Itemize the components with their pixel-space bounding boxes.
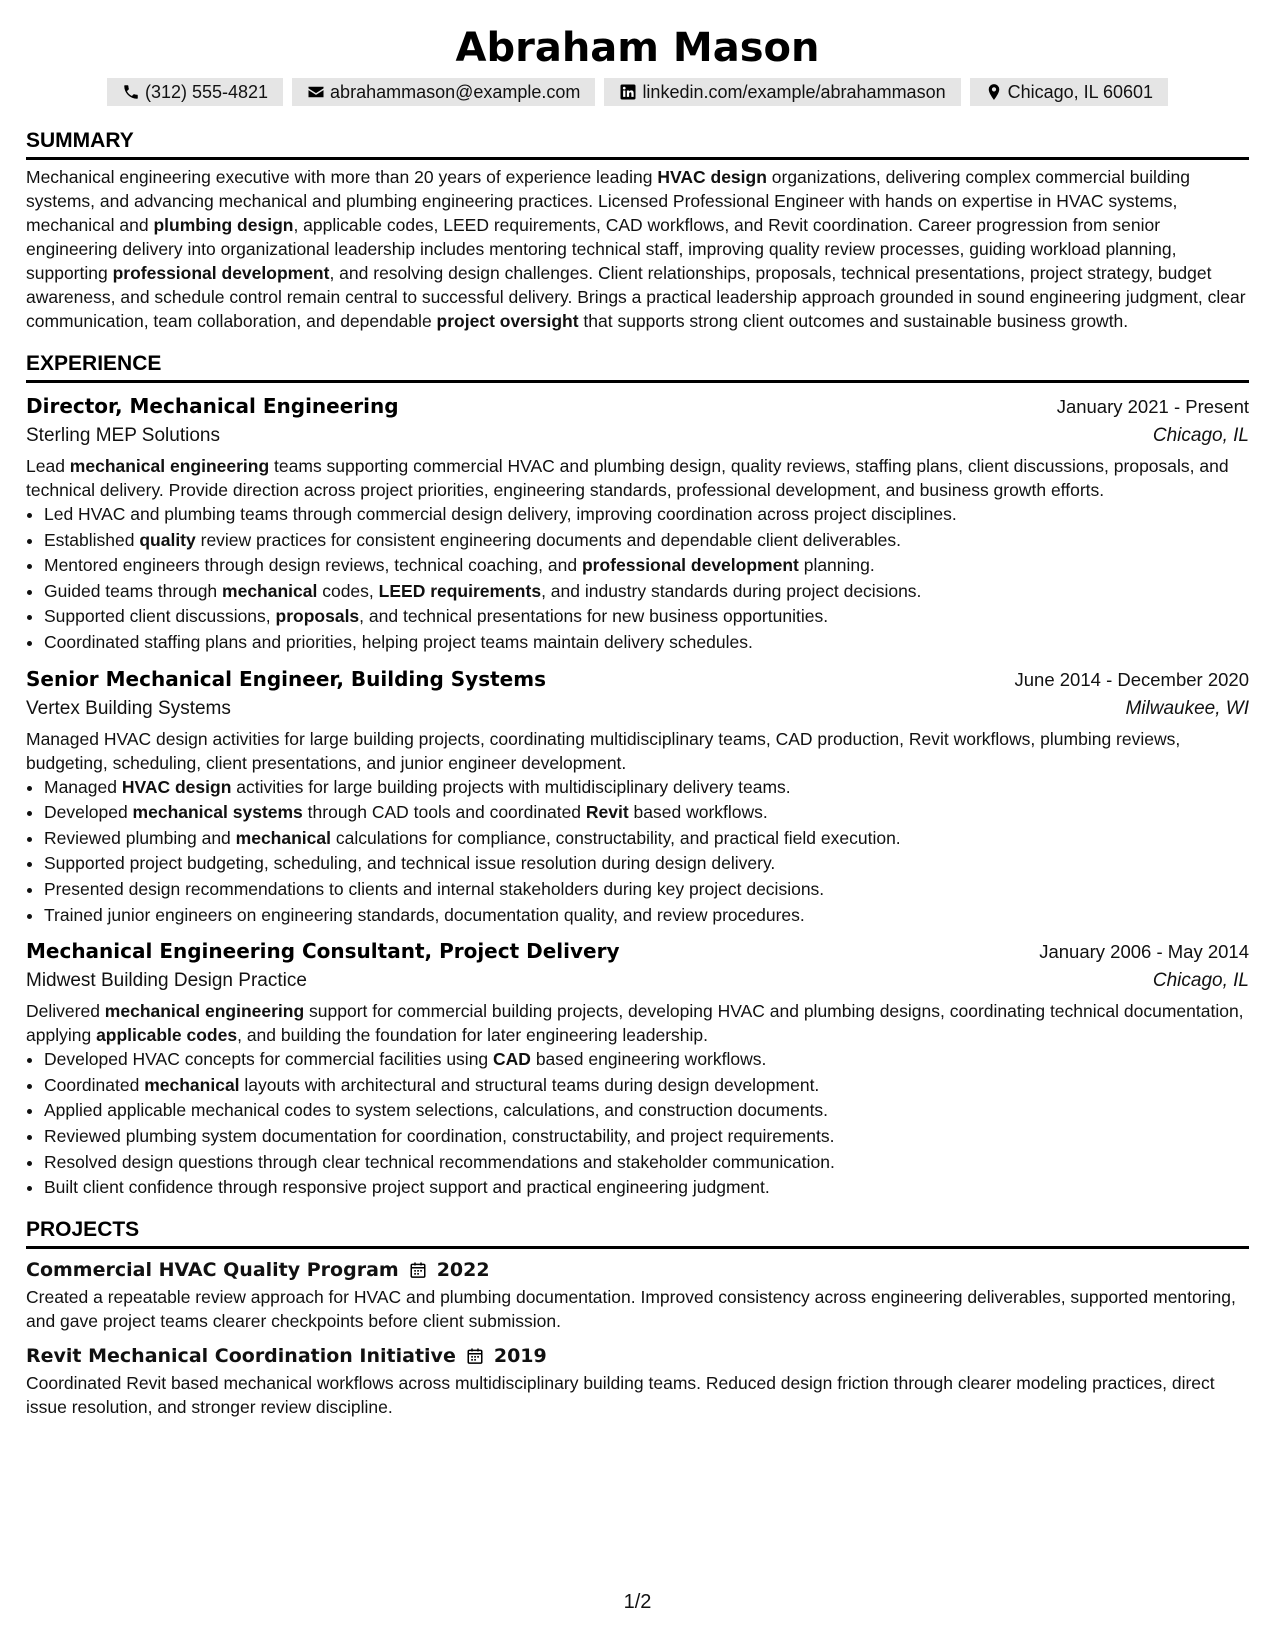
- job-title: Senior Mechanical Engineer, Building Systems: [26, 666, 546, 691]
- job-description: Delivered mechanical engineering support for commercial building projects, developing HVAC and plumbing designs, coordinating technical documentation, applying applicable codes, and building the foundation for later engineering leadership.: [26, 1001, 1244, 1046]
- job-description: Lead mechanical engineering teams supporting commercial HVAC and plumbing design, quality reviews, staffing plans, client discussions, proposals, and technical delivery. Provide direction across project priorities, engineering standards, professional development, and business growth efforts.: [26, 456, 1229, 500]
- bold-keyword: mechanical: [144, 1074, 240, 1095]
- job-location: Milwaukee, WI: [1125, 697, 1249, 719]
- bullet-item: • Established quality review practices for consistent engineering documents and dependable client deliverables.: [44, 528, 1249, 554]
- project-description: Created a repeatable review approach for HVAC and plumbing documentation. Improved consistency across engineering deliverables, supported mentoring, and gave project teams clearer checkpoints before client submission.: [26, 1286, 1236, 1331]
- bold-keyword: project oversight: [436, 311, 579, 331]
- phone-text: (312) 555-4821: [144, 82, 269, 102]
- job-bullets: [26, 1047, 1249, 1201]
- bold-keyword: HVAC design: [657, 167, 767, 187]
- job-dates: January 2021 - Present: [1056, 396, 1249, 417]
- bold-keyword: mechanical: [235, 827, 331, 848]
- bold-keyword: quality: [139, 529, 196, 550]
- bullet-item: • Applied applicable mechanical codes to system selections, calculations, and construction documents.: [44, 1098, 1249, 1124]
- job-dates: January 2006 - May 2014: [1039, 941, 1249, 963]
- bullet-item: • Resolved design questions through clear technical recommendations and stakeholder communication.: [44, 1150, 1249, 1176]
- page-number: 1/2: [623, 1591, 652, 1613]
- bold-keyword: proposals: [275, 606, 360, 627]
- location-text: Chicago, IL 60601: [1007, 82, 1154, 102]
- summary-section: [26, 128, 1249, 333]
- experience-heading: EXPERIENCE: [26, 351, 1249, 383]
- contact-linkedin[interactable]: [604, 78, 960, 106]
- project-year: 2022: [436, 1258, 490, 1281]
- bold-keyword: CAD: [493, 1049, 531, 1070]
- bullet-item: • Managed HVAC design activities for large building projects with multidisciplinary delivery teams.: [44, 775, 1249, 801]
- bold-keyword: mechanical engineering: [104, 1001, 305, 1022]
- bullet-item: • Built client confidence through responsive project support and practical engineering judgment.: [44, 1175, 1249, 1201]
- projects-heading: PROJECTS: [26, 1217, 1249, 1249]
- bullet-item: • Coordinated staffing plans and priorities, helping project teams maintain delivery schedules.: [44, 630, 1249, 656]
- contact-location: [970, 78, 1168, 106]
- job-bullets: [26, 502, 1249, 656]
- job-dates: June 2014 - December 2020: [1014, 668, 1249, 690]
- bold-keyword: HVAC design: [121, 776, 232, 797]
- bold-keyword: Revit: [585, 802, 629, 823]
- summary-heading: SUMMARY: [26, 128, 1249, 160]
- bullet-item: • Coordinated mechanical layouts with architectural and structural teams during design development.: [44, 1073, 1249, 1099]
- project-entry: [26, 1255, 1249, 1333]
- linkedin-icon: [619, 83, 637, 101]
- bold-keyword: plumbing design: [153, 215, 294, 235]
- contact-email[interactable]: [292, 78, 595, 106]
- experience-section: [26, 351, 1249, 1201]
- job-company: Sterling MEP Solutions: [26, 425, 220, 446]
- job-title: Mechanical Engineering Consultant, Project Delivery: [26, 939, 620, 964]
- bullet-item: • Developed mechanical systems through CAD tools and coordinated Revit based workflows.: [44, 800, 1249, 826]
- bullet-item: • Reviewed plumbing system documentation for coordination, constructability, and project requirements.: [44, 1124, 1249, 1150]
- bold-keyword: professional development: [581, 555, 799, 576]
- job-entry: [26, 936, 1249, 1201]
- job-location: Chicago, IL: [1152, 970, 1249, 992]
- phone-icon: [122, 83, 140, 101]
- job-location: Chicago, IL: [1152, 425, 1249, 446]
- bullet-item: • Supported project budgeting, scheduling, and technical issue resolution during design delivery.: [44, 851, 1249, 877]
- contact-bar: [26, 78, 1249, 106]
- bullet-item: • Trained junior engineers on engineering standards, documentation quality, and review procedures.: [44, 903, 1249, 929]
- job-company: Vertex Building Systems: [26, 697, 231, 719]
- job-description: Managed HVAC design activities for large building projects, coordinating multidisciplinary teams, CAD production, Revit workflows, plumbing reviews, budgeting, scheduling, client presentations, and junior engineer development.: [26, 728, 1181, 773]
- bullet-item: • Led HVAC and plumbing teams through commercial design delivery, improving coordination across project disciplines.: [44, 502, 1249, 528]
- candidate-name: Abraham Mason: [455, 25, 820, 71]
- job-entry: [26, 664, 1249, 929]
- job-entry: [26, 391, 1249, 656]
- map-pin-icon: [985, 83, 1003, 101]
- bullet-item: • Guided teams through mechanical codes, LEED requirements, and industry standards during project decisions.: [44, 579, 1249, 605]
- job-title: Director, Mechanical Engineering: [26, 394, 399, 418]
- email-text[interactable]: abrahammason@example.com: [330, 82, 581, 102]
- bold-keyword: applicable codes: [96, 1025, 238, 1046]
- bold-keyword: mechanical systems: [132, 802, 303, 823]
- bold-keyword: LEED requirements: [378, 580, 542, 601]
- calendar-icon: [466, 1347, 484, 1365]
- project-year: 2019: [493, 1344, 547, 1367]
- bullet-item: • Developed HVAC concepts for commercial facilities using CAD based engineering workflows.: [44, 1047, 1249, 1073]
- linkedin-text[interactable]: linkedin.com/example/abrahammason: [642, 82, 946, 102]
- bold-keyword: mechanical: [222, 580, 318, 601]
- project-title: Revit Mechanical Coordination Initiative: [26, 1344, 456, 1367]
- bold-keyword: professional development: [112, 263, 330, 283]
- bullet-item: • Reviewed plumbing and mechanical calculations for compliance, constructability, and practical field execution.: [44, 826, 1249, 852]
- bullet-item: • Mentored engineers through design reviews, technical coaching, and professional development planning.: [44, 553, 1249, 579]
- project-description: Coordinated Revit based mechanical workflows across multidisciplinary building teams. Reduced design friction through clearer modeling practices, direct issue resolution, and stronger review discipline.: [26, 1372, 1215, 1417]
- calendar-icon: [409, 1261, 427, 1279]
- bold-keyword: mechanical engineering: [69, 456, 270, 476]
- contact-phone: [107, 78, 283, 106]
- summary-text: Mechanical engineering executive with more than 20 years of experience leading HVAC design organizations, delivering complex commercial building systems, and advancing mechanical and plumbing engineering practices. Licensed Professional Engineer with hands on expertise in HVAC systems, mechanical and plumbing design, applicable codes, LEED requirements, CAD workflows, and Revit coordination. Career progression from senior engineering delivery into organizational leadership includes mentoring technical staff, improving quality review processes, guiding workload planning, supporting professional development, and resolving design challenges. Client relationships, proposals, technical presentations, project strategy, budget awareness, and schedule control remain central to successful delivery. Brings a practical leadership approach grounded in sound engineering judgment, clear communication, team collaboration, and dependable project oversight that supports strong client outcomes and sustainable business growth.: [26, 167, 1246, 331]
- project-entry: [26, 1341, 1249, 1419]
- bullet-item: • Supported client discussions, proposals, and technical presentations for new business opportunities.: [44, 604, 1249, 630]
- bullet-item: • Presented design recommendations to clients and internal stakeholders during key project decisions.: [44, 877, 1249, 903]
- projects-section: [26, 1217, 1249, 1419]
- envelope-icon: [307, 83, 325, 101]
- job-company: Midwest Building Design Practice: [26, 970, 307, 992]
- project-title: Commercial HVAC Quality Program: [26, 1258, 399, 1281]
- job-bullets: [26, 775, 1249, 929]
- resume-page: [26, 22, 1249, 1419]
